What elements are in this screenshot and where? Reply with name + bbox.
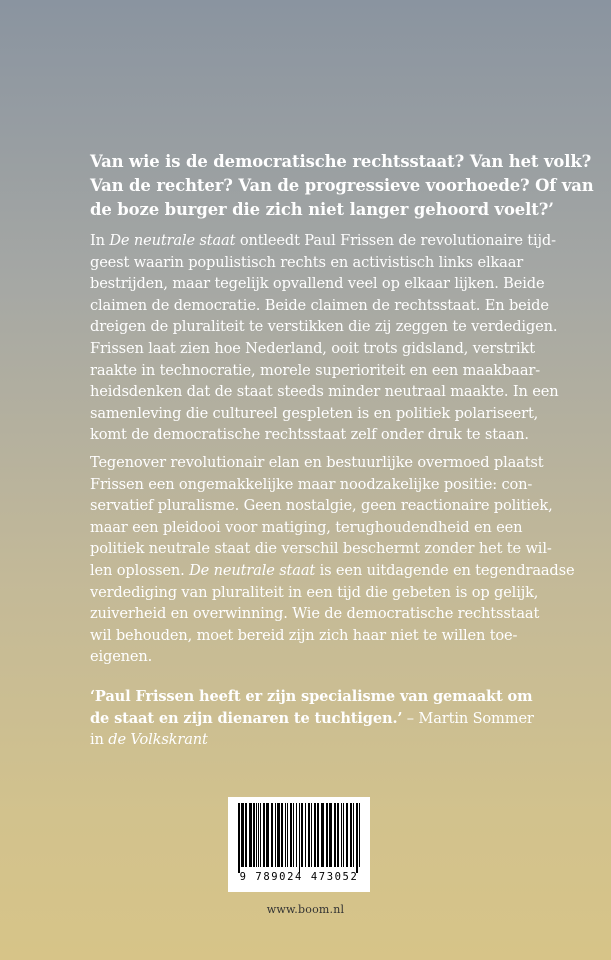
paragraph-line: verdediging van pluraliteit in een tijd die gebeten is op gelijk, <box>90 583 539 601</box>
barcode-bar <box>238 803 240 873</box>
barcode-bar <box>334 803 336 867</box>
paragraph-line: samenleving die cultureel gespleten is en politiek polariseert, <box>90 404 539 422</box>
barcode-bar <box>293 803 294 867</box>
tagline-line: Van wie is de democratische rechtsstaat? Van het volk? <box>90 152 592 171</box>
book-title-italic: De neutrale staat <box>109 232 236 249</box>
barcode-bar <box>314 803 316 867</box>
paragraph-line <box>90 560 575 582</box>
barcode-bar <box>353 803 354 867</box>
barcode-bar <box>266 803 269 867</box>
paragraph-line: claimen de democratie. Beide claimen de rechtsstaat. En beide <box>90 296 549 314</box>
quote-line <box>90 708 570 730</box>
paragraph-line: heidsdenken dat de staat steeds minder neutraal maakte. In een <box>90 383 559 401</box>
paragraph-line: wil behouden, moet bereid zijn zich haar niet te willen toe- <box>90 626 518 644</box>
tagline-line: Van de rechter? Van de progressieve voorhoede? Of van <box>90 176 594 195</box>
paragraph-line: komt de democratische rechtsstaat zelf onder druk te staan. <box>90 426 529 444</box>
newspaper-name: de Volkskrant <box>108 731 208 749</box>
text-run: is een uitdagende en tegendraadse <box>315 561 575 579</box>
quote-text: de staat en zijn dienaren te tuchtigen.’ <box>90 709 403 727</box>
isbn-barcode <box>228 797 370 892</box>
barcode-bar <box>285 803 286 867</box>
barcode-bar <box>271 803 273 867</box>
isbn-digits: 9 789024 473052 <box>239 871 359 883</box>
barcode-bar <box>249 803 252 867</box>
quote-attribution: – Martin Sommer <box>402 709 534 727</box>
press-quote <box>90 686 570 751</box>
paragraph-line: geest waarin populistisch rechts en activistisch links elkaar <box>90 253 524 271</box>
paragraph-line <box>90 230 570 252</box>
description-paragraph-2 <box>90 452 575 668</box>
tagline-line: de boze burger die zich niet langer gehoord voelt?’ <box>90 200 554 219</box>
barcode-bar <box>329 803 332 867</box>
text-run: In <box>90 232 110 249</box>
description-paragraph-1 <box>90 230 570 446</box>
paragraph-line: bestrijden, maar tegelijk opvallend veel op elkaar lijken. Beide <box>90 275 545 293</box>
quote-line <box>90 686 570 708</box>
barcode-bar <box>311 803 312 867</box>
barcode-bar <box>287 803 288 867</box>
barcode-bar <box>305 803 306 867</box>
paragraph-line: zuiverheid en overwinning. Wie de democratische rechtsstaat <box>90 605 540 623</box>
text-run: len oplossen. <box>90 561 190 579</box>
paragraph-line: politiek neutrale staat die verschil beschermt zonder het te wil- <box>90 540 552 558</box>
barcode-bar <box>258 803 259 867</box>
paragraph-line: dreigen de pluraliteit te verstikken die zij zeggen te verdedigen. <box>90 318 558 336</box>
paragraph-line: Frissen een ongemakkelijke maar noodzakelijke positie: con- <box>90 475 533 493</box>
barcode-bar <box>301 803 303 867</box>
publisher-website: www.boom.nl <box>266 903 345 916</box>
barcode-bar <box>346 803 348 867</box>
book-title-italic: De neutrale staat <box>189 561 316 579</box>
barcode-bar <box>341 803 342 867</box>
paragraph-line: maar een pleidooi voor matiging, terughoudendheid en een <box>90 518 523 536</box>
barcode-bar <box>308 803 310 867</box>
paragraph-line: Tegenover revolutionair elan en bestuurlijke overmoed plaatst <box>90 454 544 471</box>
paragraph-line: servatief pluralisme. Geen nostalgie, geen reactionaire politiek, <box>90 497 553 515</box>
barcode-bar <box>290 803 292 867</box>
quote-attribution: in <box>90 731 109 749</box>
barcode-bar <box>277 803 280 867</box>
paragraph-line: raakte in technocratie, morele superioriteit en een maakbaar- <box>90 361 540 379</box>
barcode-bar <box>245 803 247 867</box>
barcode-bar <box>253 803 255 867</box>
barcode-bar <box>326 803 328 867</box>
barcode-bar <box>263 803 265 867</box>
barcode-bar <box>343 803 344 867</box>
barcode-bar <box>317 803 319 867</box>
barcode-bar <box>281 803 283 867</box>
barcode-bar <box>359 803 360 867</box>
paragraph-line: eigenen. <box>90 648 153 666</box>
tagline <box>90 150 594 222</box>
text-run: ontleedt Paul Frissen de revolutionaire tijd- <box>235 232 556 249</box>
barcode-bar <box>337 803 339 867</box>
barcode-bar <box>275 803 276 867</box>
barcode-bar <box>296 803 297 867</box>
barcode-bar <box>356 803 358 873</box>
paragraph-line: Frissen laat zien hoe Nederland, ooit trots gidsland, verstrikt <box>90 339 535 357</box>
quote-line <box>90 729 570 751</box>
barcode-bar <box>299 803 300 873</box>
barcode-bar <box>260 803 261 867</box>
barcode-bar <box>256 803 257 867</box>
barcode-bar <box>321 803 324 867</box>
barcode-bar <box>350 803 352 867</box>
barcode-bar <box>241 803 244 867</box>
quote-text: ‘Paul Frissen heeft er zijn specialisme van gemaakt om <box>90 688 533 705</box>
